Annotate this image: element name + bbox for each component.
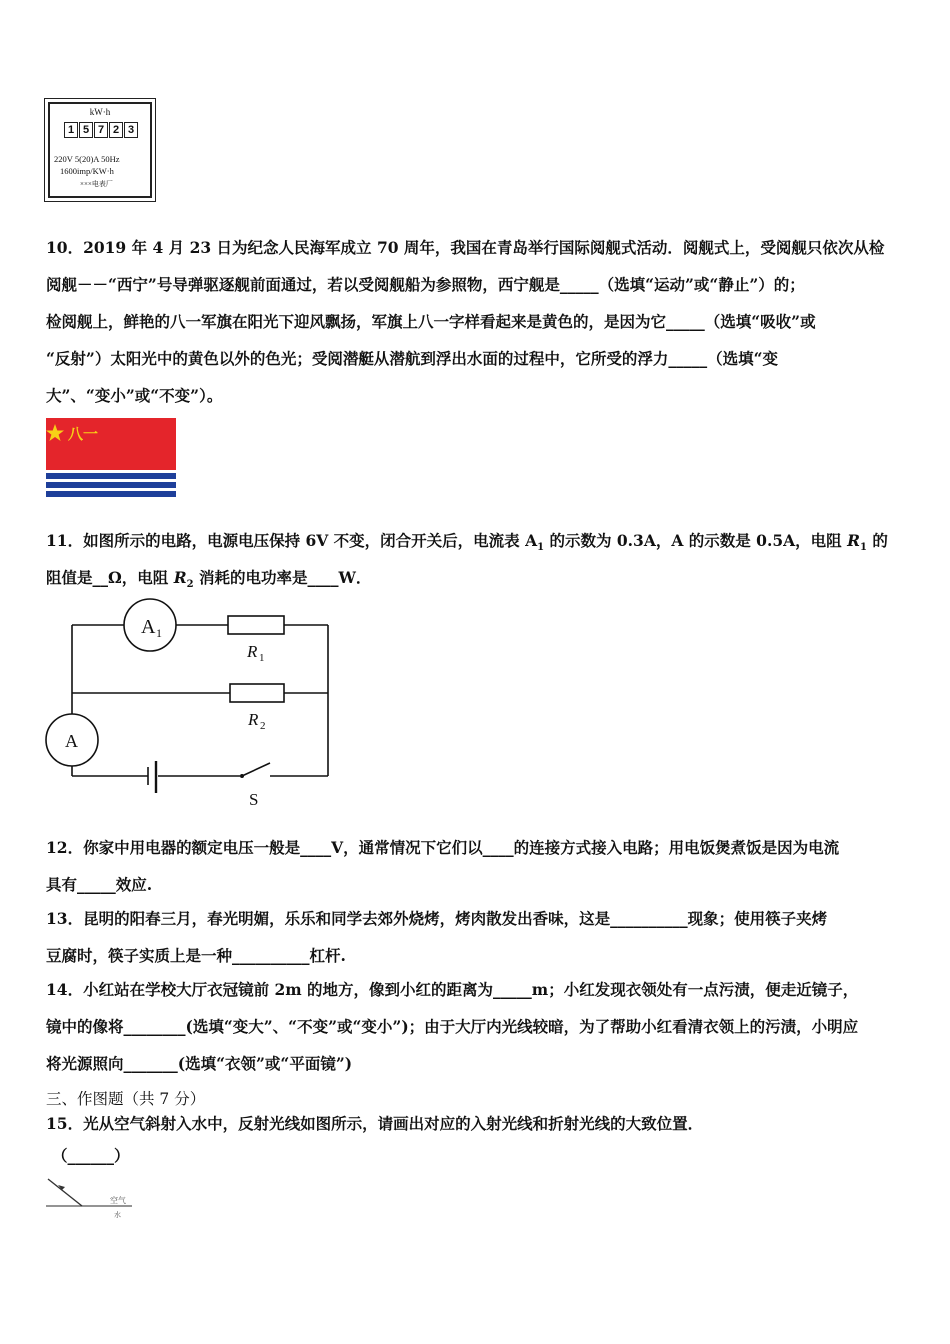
r2-label: R — [248, 710, 259, 729]
flag-blue-stripe — [46, 491, 176, 497]
q11-text: 11．如图所示的电路，电源电压保持 6V 不变，闭合开关后，电流表 A — [46, 531, 538, 550]
ammeter-a1-label: A — [141, 616, 156, 638]
q11-sub: 1 — [537, 542, 545, 554]
reflection-figure — [44, 1176, 144, 1226]
meter-digit: 7 — [94, 122, 108, 138]
question-10 — [46, 236, 902, 406]
switch-icon — [242, 763, 270, 776]
q11-symbol: R — [847, 531, 860, 550]
q10-line: 检阅舰上，鲜艳的八一军旗在阳光下迎风飘扬，军旗上八一字样看起来是黄色的，是因为它_____（选填“吸收”或 — [46, 312, 816, 331]
q14-line: 镜中的像将________(选填“变大”、“不变”或“变小”)；由于大厅内光线较暗，为了帮助小红看清衣领上的污渍，小明应 — [46, 1017, 859, 1036]
flag-red-field — [46, 418, 176, 470]
ammeter-a-label: A — [65, 731, 78, 751]
question-13 — [46, 907, 902, 967]
meter-spec-2: 1600imp/KW·h — [60, 166, 114, 176]
q12-line: 具有_____效应. — [46, 875, 153, 894]
q14-line: 将光源照向_______(选填“衣领”或“平面镜”) — [46, 1054, 353, 1073]
q11-text: 消耗的电功率是____W． — [193, 568, 372, 587]
meter-spec-1: 220V 5(20)A 50Hz — [54, 154, 120, 164]
electric-meter-image — [48, 102, 152, 198]
meter-maker: ×××电表厂 — [80, 180, 113, 188]
q11-text: 的示数为 0.3A，A 的示数是 0.5A，电阻 — [544, 531, 848, 550]
q15-answer-blank: （______） — [52, 1146, 130, 1165]
circuit-diagram — [40, 595, 340, 815]
r1-sub: 1 — [259, 652, 265, 664]
q11-line-1 — [46, 529, 888, 553]
q11-line-2 — [46, 566, 371, 590]
switch-label: S — [249, 790, 259, 809]
meter-digits — [64, 122, 139, 138]
resistor-r1-icon — [228, 616, 284, 634]
flag-text: 八一 — [68, 425, 99, 443]
meter-unit: kW·h — [89, 107, 111, 117]
q13-line: 13．昆明的阳春三月，春光明媚，乐乐和同学去郊外烧烤，烤肉散发出香味，这是__________现象；使用筷子夹烤 — [46, 909, 828, 928]
q11-sub: 2 — [186, 579, 194, 591]
resistor-r2-icon — [230, 684, 284, 702]
flag-blue-stripe — [46, 473, 176, 479]
question-15 — [46, 1112, 902, 1172]
r2-sub: 2 — [260, 720, 266, 732]
q11-text: 的 — [866, 531, 888, 550]
question-12 — [46, 836, 902, 896]
water-label: 水 — [114, 1211, 121, 1219]
r1-label: R — [247, 642, 258, 661]
q11-symbol: R — [173, 568, 187, 587]
meter-digit: 2 — [109, 122, 123, 138]
flag-blue-stripe — [46, 482, 176, 488]
q10-line: 阅舰－－“西宁”号导弹驱逐舰前面通过，若以受阅舰船为参照物，西宁舰是_____（选填“运动”或“静止”）的； — [46, 275, 805, 294]
ammeter-a1-sub: 1 — [156, 626, 162, 640]
meter-digit: 3 — [124, 122, 138, 138]
meter-digit: 5 — [79, 122, 93, 138]
section-title: 三、作图题（共 7 分） — [46, 1090, 206, 1108]
reflected-ray-line — [48, 1179, 82, 1206]
q12-line: 12．你家中用电器的额定电压一般是____V，通常情况下它们以____的连接方式接入电路；用电饭煲煮饭是因为电流 — [46, 838, 840, 857]
q11-text: 阻值是__Ω，电阻 — [46, 568, 174, 587]
air-label: 空气 — [110, 1196, 126, 1205]
meter-digit: 1 — [64, 122, 78, 138]
naval-flag-image — [46, 418, 176, 498]
question-11 — [46, 529, 902, 589]
q10-line: 大”、“变小”或“不变”）。 — [46, 386, 223, 405]
q14-line: 14．小红站在学校大厅衣冠镜前 2m 的地方，像到小红的距离为_____m；小红发现衣领处有一点污渍，便走近镜子， — [46, 980, 859, 999]
q13-line: 豆腐时，筷子实质上是一种__________杠杆. — [46, 946, 346, 965]
q10-line: “反射”）太阳光中的黄色以外的色光；受阅潜艇从潜航到浮出水面的过程中，它所受的浮力_____（选填“变 — [46, 349, 778, 368]
question-14 — [46, 978, 902, 1078]
q10-line: 10．2019 年 4 月 23 日为纪念人民海军成立 70 周年，我国在青岛举行国际阅舰式活动．阅舰式上，受阅舰只依次从检 — [46, 238, 885, 257]
q11-sub: 1 — [859, 542, 867, 554]
q15-line: 15．光从空气斜射入水中，反射光线如图所示，请画出对应的入射光线和折射光线的大致位置． — [46, 1114, 704, 1133]
